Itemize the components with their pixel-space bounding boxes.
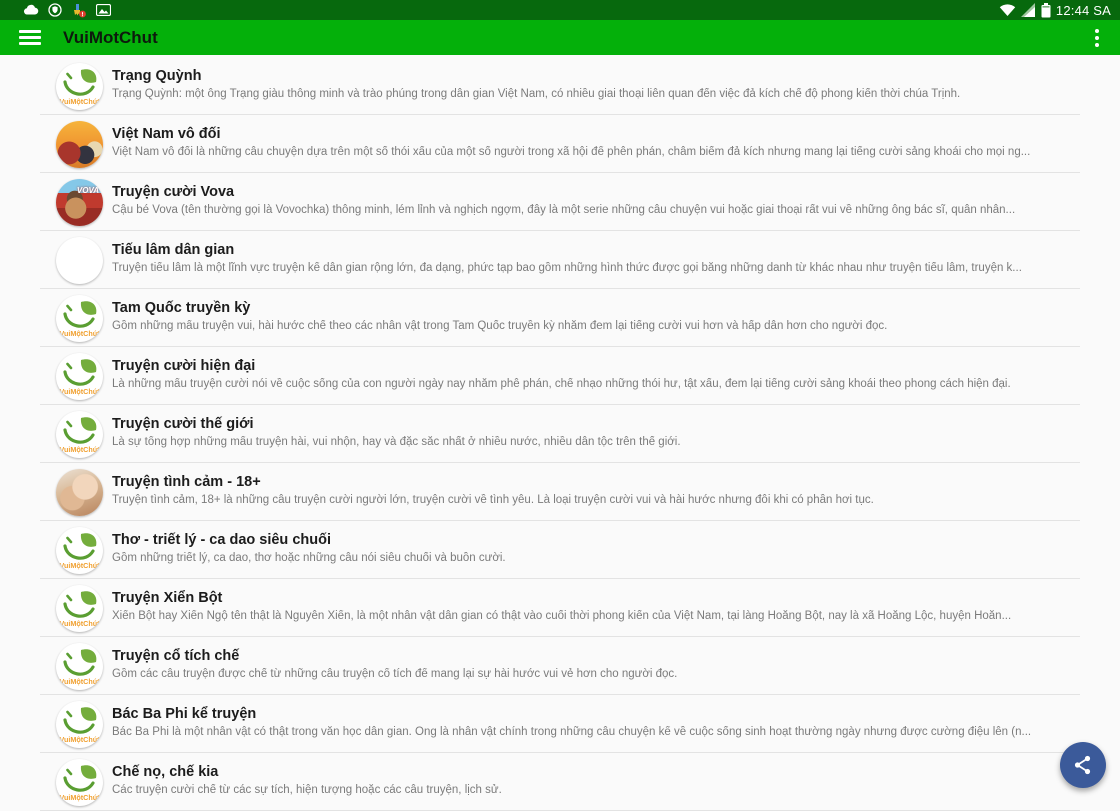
list-item[interactable] bbox=[40, 57, 1080, 115]
svg-text:VuiMộtChút: VuiMộtChút bbox=[59, 677, 100, 686]
list-item[interactable] bbox=[40, 115, 1080, 173]
category-avatar bbox=[56, 701, 103, 748]
hamburger-menu-icon[interactable] bbox=[19, 30, 41, 45]
cloud-icon bbox=[23, 4, 39, 16]
category-description: Gồm các câu truyện được chế từ những câu truyện cổ tích để mang lại sự hài hước vui vẻ hơn cho người đọc. bbox=[112, 668, 678, 680]
list-item-texts bbox=[112, 469, 1080, 506]
category-description: Là sự tổng hợp những mẩu truyện hài, vui nhộn, hay và đặc sắc nhất ở nhiều nước, nhiều dân tộc trên thế giới. bbox=[112, 436, 681, 448]
svg-text:VuiMộtChút: VuiMộtChút bbox=[59, 735, 100, 744]
category-avatar bbox=[56, 759, 103, 806]
category-list bbox=[40, 57, 1080, 811]
wifi-icon bbox=[999, 3, 1016, 17]
shield-icon bbox=[48, 3, 62, 17]
category-title: Truyện Xiển Bột bbox=[112, 590, 223, 606]
svg-text:VuiMộtChút: VuiMộtChút bbox=[59, 619, 100, 628]
category-description: Truyện tiếu lâm là một lĩnh vực truyện kể dân gian rộng lớn, đa dạng, phức tạp bao gồm những hình thức được gọi bằng những danh từ khác nhau như truyện tiếu lâm, truyện k... bbox=[112, 262, 1022, 274]
list-item[interactable] bbox=[40, 637, 1080, 695]
category-title: Truyện cười hiện đại bbox=[112, 358, 256, 374]
category-title: Tiếu lâm dân gian bbox=[112, 242, 235, 258]
svg-text:VuiMộtChút: VuiMộtChút bbox=[59, 97, 100, 106]
share-icon bbox=[1072, 754, 1094, 776]
category-description: Bác Ba Phi là một nhân vật có thật trong văn học dân gian. Ông là nhân vật chính trong những câu chuyện kể về cuộc sống sinh hoạt thường ngày nhưng được cường điệu lên (n... bbox=[112, 726, 1032, 738]
list-item-texts bbox=[112, 353, 1080, 390]
list-item[interactable] bbox=[40, 579, 1080, 637]
list-item[interactable] bbox=[40, 347, 1080, 405]
category-description: Gồm những triết lý, ca dao, thơ hoặc những câu nói siêu chuối và buồn cười. bbox=[112, 552, 506, 564]
list-item-texts bbox=[112, 63, 1080, 100]
category-avatar bbox=[56, 643, 103, 690]
category-description: Truyện tình cảm, 18+ là những câu truyện cười người lớn, truyện cười về tình yêu. Là loại truyện cười vui và hài hước nhưng đôi khi có phần hơi tục. bbox=[112, 494, 874, 506]
app-bar bbox=[0, 20, 1120, 55]
category-avatar bbox=[56, 237, 103, 284]
category-avatar bbox=[56, 63, 103, 110]
category-description: Là những mẩu truyện cười nói về cuộc sống của con người ngày nay nhằm phê phán, chế nhạo những thói hư, tật xấu, đem lại tiếng cười sảng khoái theo phong cách hiện đại. bbox=[112, 378, 1011, 390]
category-title: Chế nọ, chế kia bbox=[112, 764, 219, 780]
overflow-menu-icon[interactable] bbox=[1086, 27, 1108, 49]
svg-text:VuiMộtChút: VuiMộtChút bbox=[59, 445, 100, 454]
cleaner-badge-icon bbox=[71, 3, 87, 18]
list-item[interactable] bbox=[40, 173, 1080, 231]
category-title: Bác Ba Phi kể truyện bbox=[112, 706, 257, 722]
list-item-texts bbox=[112, 411, 1080, 448]
category-title: Truyện tình cảm - 18+ bbox=[112, 474, 261, 490]
category-description: Xiển Bột hay Xiển Ngộ tên thật là Nguyễn Xiển, là một nhân vật dân gian có thật vào cuối thời phong kiến của Việt Nam, tại làng Hoằng Bột, nay là xã Hoằng Lộc, huyện Hoằn... bbox=[112, 610, 1012, 622]
screenshot-icon bbox=[96, 4, 111, 16]
battery-icon bbox=[1041, 3, 1051, 18]
category-description: Gồm những mẩu truyện vui, hài hước chế theo các nhân vật trong Tam Quốc truyền kỳ nhằm đem lại tiếng cười vui hơn và hấp dẫn hơn cho người đọc. bbox=[112, 320, 888, 332]
list-item[interactable] bbox=[40, 463, 1080, 521]
category-title: Tam Quốc truyền kỳ bbox=[112, 300, 251, 316]
status-bar bbox=[0, 0, 1120, 20]
list-item-texts bbox=[112, 585, 1080, 622]
category-avatar bbox=[56, 353, 103, 400]
list-item[interactable] bbox=[40, 521, 1080, 579]
category-avatar bbox=[56, 179, 103, 226]
category-avatar bbox=[56, 469, 103, 516]
category-title: Thơ - triết lý - ca dao siêu chuối bbox=[112, 532, 331, 548]
category-title: Truyện cười thế giới bbox=[112, 416, 254, 432]
list-item[interactable] bbox=[40, 753, 1080, 811]
list-item[interactable] bbox=[40, 231, 1080, 289]
list-item-texts bbox=[112, 237, 1080, 274]
svg-text:VuiMộtChút: VuiMộtChút bbox=[59, 793, 100, 802]
list-item-texts bbox=[112, 527, 1080, 564]
category-description: Các truyện cười chế từ các sự tích, hiện tượng hoặc các câu truyện, lịch sử. bbox=[112, 784, 502, 796]
list-item-texts bbox=[112, 759, 1080, 796]
list-item[interactable] bbox=[40, 405, 1080, 463]
category-avatar bbox=[56, 121, 103, 168]
list-item-texts bbox=[112, 701, 1080, 738]
svg-text:VuiMộtChút: VuiMộtChút bbox=[59, 329, 100, 338]
category-avatar bbox=[56, 295, 103, 342]
list-item[interactable] bbox=[40, 289, 1080, 347]
category-title: Truyện cười Vova bbox=[112, 184, 235, 200]
category-avatar bbox=[56, 411, 103, 458]
category-description: Cậu bé Vova (tên thường gọi là Vovochka) thông minh, lém lỉnh và nghịch ngợm, đây là một serie những câu chuyện vui hoặc giai thoại rất vui về những ông bác sĩ, quân nhân... bbox=[112, 204, 1016, 216]
status-time: 12:44 SA bbox=[1055, 2, 1111, 18]
signal-icon bbox=[1021, 3, 1036, 17]
category-description: Việt Nam vô đối là những câu chuyện dựa trên một số thói xấu của một số người trong xã hội để phên phán, châm biếm đả kích nhưng mang lại tiếng cười sảng khoái cho mọi ng... bbox=[112, 146, 1031, 158]
app-title: VuiMotChut bbox=[63, 27, 158, 47]
list-item-texts bbox=[112, 179, 1080, 216]
svg-text:VuiMộtChút: VuiMộtChút bbox=[59, 561, 100, 570]
svg-text:VuiMộtChút: VuiMộtChút bbox=[59, 387, 100, 396]
list-item-texts bbox=[112, 295, 1080, 332]
category-avatar bbox=[56, 527, 103, 574]
category-title: Trạng Quỳnh bbox=[112, 68, 202, 84]
category-description: Trạng Quỳnh: một ông Trạng giàu thông minh và trào phúng trong dân gian Việt Nam, có nhiều giai thoại liên quan đến việc đả kích chế độ phong kiến thời chúa Trịnh. bbox=[112, 88, 961, 100]
list-item-texts bbox=[112, 121, 1080, 158]
category-title: Việt Nam vô đối bbox=[112, 126, 221, 142]
list-item-texts bbox=[112, 643, 1080, 680]
category-title: Truyện cổ tích chế bbox=[112, 648, 240, 664]
share-fab-button[interactable] bbox=[1060, 742, 1106, 788]
category-avatar bbox=[56, 585, 103, 632]
list-item[interactable] bbox=[40, 695, 1080, 753]
